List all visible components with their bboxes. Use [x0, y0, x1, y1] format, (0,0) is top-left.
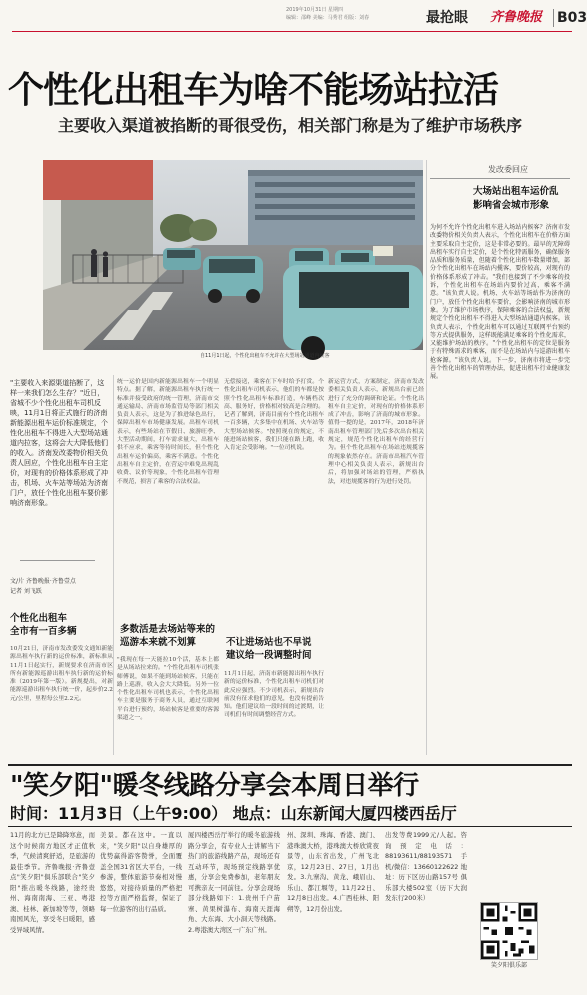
ad-column-2: 美景。都在这中。一直以来，"笑夕阳"以自身雄厚的优势赢得游客赞誉，全面覆盖全国31省区大平台，一线参游，整体旅游节奏相对慢悠悠，对接待质量的严格把控等方面严格监督，保证了每一位游客的出行品质。 [100, 831, 182, 913]
editor-line: 编辑：邵峰 美编：马秀君 组版：刘春 [286, 15, 370, 21]
page-number: B03 [553, 9, 587, 27]
photo-caption: 自11月1日起，个性化出租车不允许在大型场站通道内候客 [200, 353, 330, 359]
section-body-2: "我现在每一天能拉10个活，基本上都是从场站拉来的。"个性化出租车司机张师傅说，如果不能到场站候客，只能在路上巡游，收入会大大降低。另外一位个性化出租车司机也表示，个性化出租车主要是服务于商务人员，通过互联网平台进行预约，场站候客是重要的客源渠道之一。 [117, 657, 219, 722]
masthead-meta [286, 6, 421, 22]
section-body-3: 11月1日起，济南市新能源出租车执行新的运价标准，个性化出租车司机们对此反应强烈。不少司机表示，新规出台前没有征求他们的意见，也没有提前告知。他们建议给一段时间的过渡期，让司机们有时间调整经营方式。 [224, 671, 324, 719]
ad-column-1: 11月的北方已是降降寒意，而这个时候南方地区才正值秋季，气候清爽舒适，是旅游的最佳季节。齐鲁晚报·齐鲁壹点"笑夕阳"俱乐部联合"笑夕阳"推出暖冬线路，途经贵州、海南南海、三亚、粤港澳、桂林、新加坡等等，领略南国风光，享受冬日暖阳，感受异域风情。 [10, 831, 95, 934]
ad-top-rule [8, 764, 572, 766]
article-intro: "主要收入来源渠道掐断了，这样一来我们怎么生存？"近日，省城不少个性化出租车司机反映，11月1日将正式施行的济南新能源出租车运价标准规定，个性化出租车不得进入大型场站通道内拉客，这将会大大降低他们的收入。济南发改委物价相关负责人回应，个性化出租车自主定价，对现有的价格体系形成了冲击，机场、火车站等场站为济南门户，放任个性化出租车要价影响济南形象。 [10, 379, 108, 507]
section-name: 最抢眼 [426, 10, 468, 26]
byline-reporter: 记者 刘飞跃 [10, 588, 42, 595]
qr-code-graphic [481, 903, 537, 959]
ad-sub-rule [8, 826, 572, 827]
qr-code [480, 902, 538, 960]
news-photo [43, 160, 423, 350]
ad-column-4: 州、深圳、珠海、香港、澳门、港珠澳大桥，港珠澳大桥欣赏夜景等，山东省出发，广州飞北京，12月23日、27日，1月出发。3.九寨沟、黄龙、峨眉山、乐山、都江堰等，11月22日、12月8日出发。4.广西桂林、阳朔等，12月份出发。 [287, 831, 379, 913]
column-rule [426, 160, 427, 755]
date-line: 2019年10月31日 星期四 [286, 7, 344, 13]
ad-time-place: 时间：11月3日（上午9:00） 地点：山东新闻大厦四楼西岳厅 [10, 804, 457, 823]
column-body-4: 新运营方式，方案制定，济南市发改委相关负责人表示，新规出台前已经进行了充分的调研和论证。个性化出租车自主定价，对现有的价格体系形成了冲击，影响了济南的城市形象。值得一提的是，2017年，2018年济南出租车管理部门先后多次出台相关规定，规范个性化出租车的经营行为。但个性化出租车在场站违规揽客的现象依然存在。济南市出租汽车管理中心相关负责人表示，新规出台后，将加强对场站的管理，严格执法，对违规揽客的行为进行处罚。 [328, 379, 424, 485]
section-title-1: 个性化出租车 全市有一百多辆 [10, 613, 77, 637]
sidebar-title: 大场站出租车运价乱 影响省会城市形象 [473, 186, 559, 211]
column-body-3: 无偿接送，乘客在下车时给予打赏。个性化出租车司机表示，他们的车都是按照个性化出租车标准打造，车辆档次高、服务好，价格相对较高是合理的。记者了解到，济南目前有个性化出租车一百多辆，大多集中在机场、火车站等大型场站候客。"按照现在的规定，不能进场站候客，我们只能在路上跑，收入肯定会受影响。"一位司机说。 [224, 379, 324, 452]
article-subhead: 主要收入渠道被掐断的哥很受伤，相关部门称是为了维护市场秩序 [57, 116, 522, 135]
sidebar-body: 为何不允许个性化出租车进入场站内候客？济南市发改委物价相关负责人表示，个性化出租车在价格方面主要采取自主定价，这是非常必要的。最早的无障碍出租车实行自主定价，是个性化特需服务，确保服务品质和服务质量，但随着个性化出租车数量增加，部分个性化出租车在场站内揽客，要价较高，对现有的价格体系形成了冲击。"我们也接到了不少乘客的投诉，个性化出租车在场站内要价过高，乘客不满意。"该负责人说。机场、火车站等场站作为济南的门户，放任个性化出租车要价，会影响济南的城市形象。为了维护市场秩序，保障乘客的合法权益，新规规定个性化出租车不得进入大型场站通道内候客。该负责人表示，个性化出租车可以通过互联网平台预约等方式提供服务，这样既能满足乘客的个性化需求，又能维护场站的秩序。"个性化出租车的定位是服务于有特殊需求的乘客，而不是在场站内与巡游出租车抢客源。"该负责人说。下一步，济南市将进一步完善个性化出租车的管理办法，促进出租车行业健康发展。 [430, 224, 570, 381]
article-byline [10, 577, 120, 597]
ad-title: "笑夕阳"暖冬线路分享会本周日举行 [10, 771, 419, 801]
byline-source: 文/片 齐鲁晚报·齐鲁壹点 [10, 578, 76, 585]
ad-column-5: 出发等费1999元/人起。咨询预定电话：88193611/88193571 手机/微信：13660122622 地址：历下区历山路157号 俱乐部大楼502室（历下大润发东行200米） [385, 831, 467, 902]
section-body-1: 10月21日，济南市发改委发文通知新能源出租车执行新的运价标准，新标准从11月1日起实行，新规要求在济南市区所有新能源巡游出租车执行新的运价标准（2019年第一版）。新规提出，对新能源巡游出租车执行统一价，起步价2.2元/公里，里程每公里2.2元。 [10, 646, 113, 702]
column-rule [113, 375, 114, 755]
taxi-queue-photo [43, 160, 423, 350]
qr-label: 笑夕阳俱乐部 [490, 962, 527, 969]
masthead [12, 4, 587, 32]
section-title-3: 不让进场站也不早说 建议给一段调整时间 [226, 637, 312, 661]
newspaper-logo: 齐鲁晚报 [490, 10, 543, 25]
sidebar-label: 发改委回应 [488, 165, 528, 174]
article-headline: 个性化出租车为啥不能场站拉活 [8, 70, 499, 111]
column-body-2: 统一运价是国内新能源出租车一个明显特点。据了解，新能源出租车执行统一标准并接受政府的统一管理，济南市交通运输局、济南市场监管局等部门相关负责人表示，这是为了推进绿色出行，保障出租车市场健康发展。出租车司机表示，有些场站在节假日、旅游旺季、大型活动期间，打车需求量大，出租车供不应求，乘客等待时间长，但个性化出租车运价偏高，乘客不满意。个性化出租车自主定价，在营运中难免出现乱收费、议价等现象，个性化出租车管理不规范，损害了乘客的合法权益。 [117, 379, 219, 485]
section-title-2: 多数活是去场站等来的 巡游本来就不划算 [120, 624, 216, 648]
intro-divider [20, 560, 95, 561]
sidebar-divider [430, 178, 570, 179]
ad-column-3: 厦四楼西岳厅举行的暖冬旅游线路分享会，有专业人士讲解当下热门的旅游线路产品，现场还有互动环节，现场预定线路享优惠，分享会免费参加，老年朋友可携亲友一同前往。分享会现场部分线路如下：1.贵州千户苗寨、黄果树瀑布、海南天涯海角、大东海、大小洞天等线路。2.粤港澳大湾区一广东广州。 [188, 831, 280, 934]
